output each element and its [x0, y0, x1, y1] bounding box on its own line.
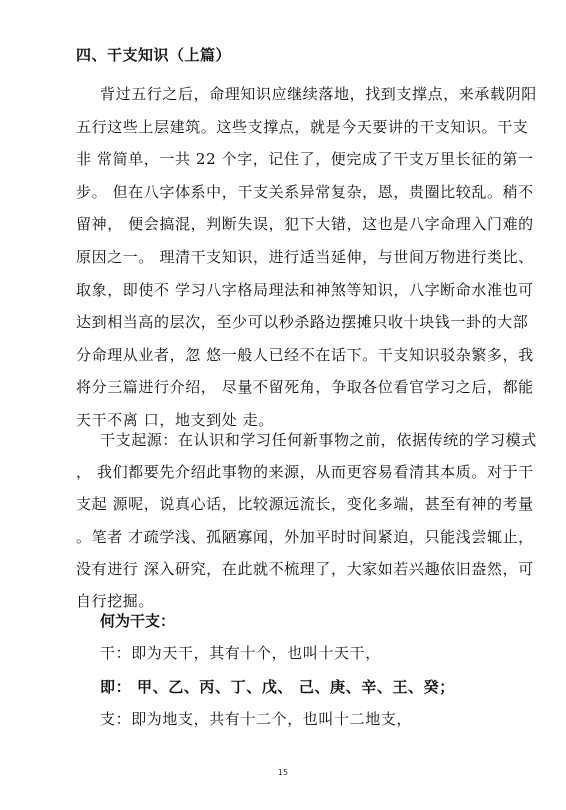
text-line: ， 我们都要先介绍此事物的来源，从而更容易看清其本质。对于干 — [76, 463, 534, 482]
page-number: 15 — [277, 768, 289, 777]
text-line: 背过五行之后，命理知识应继续落地，找到支撑点，来承载阴阳 — [100, 85, 537, 103]
text-line: 非 常简单，一共 22 个字，记住了，便完成了干支万里长征的第一 — [76, 150, 534, 169]
text-line: 自行挖掘。 — [76, 592, 155, 610]
section-title: 四、干支知识（上篇） — [76, 46, 232, 64]
text-line: 支起 源呢，说真心话，比较源远流长，变化多端，甚至有神的考量 — [76, 495, 534, 514]
text-line: 五行这些上层建筑。这些支撑点，就是今天要讲的干支知识。干支 — [76, 117, 529, 136]
gan-definition-line: 干：即为天干，其有十个，也叫十天干， — [100, 644, 381, 662]
zhi-definition-line: 支：即为地支，共有十二个，也叫十二地支， — [100, 710, 413, 728]
text-line: 取象，即使不 学习八字格局理法和神煞等知识，八字断命水准也可 — [76, 280, 534, 299]
text-line: 没有进行 深入研究，在此就不梳理了，大家如若兴趣依旧盎然，可 — [76, 559, 534, 578]
text-line: 分命理从业者，忽 悠一般人已经不在话下。干支知识驳杂繁多，我 — [76, 345, 534, 364]
subheading-what-is-ganzhi: 何为干支： — [100, 612, 176, 630]
text-line: 达到相当高的层次，至少可以秒杀路边摆摊只收十块钱一卦的大部 — [76, 313, 529, 332]
text-line: 步。 但在八字体系中，干支关系异常复杂，恩，贵圈比较乱。稍不 — [76, 182, 534, 201]
text-line: 留神， 便会搞混，判断失误，犯下大错，这也是八字命理入门难的 — [76, 215, 534, 234]
gan-list-line: 即： 甲、乙、丙、丁、戊、 己、庚、辛、王、癸； — [100, 678, 455, 696]
text-line: 。笔者 才疏学浅、孤陋寡闻，外加平时时间紧迫，只能浅尝辄止， — [76, 527, 534, 546]
text-line: 将分三篇进行介绍， 尽量不留死角，争取各位看官学习之后，都能 — [76, 378, 534, 397]
text-line: 原因之一。 理清干支知识，进行适当延伸，与世间万物进行类比、 — [76, 248, 534, 266]
text-line: 天干不离 口，地支到处 走。 — [76, 411, 274, 429]
text-line: 干支起源：在认识和学习任何新事物之前，依据传统的学习模式 — [100, 431, 537, 449]
